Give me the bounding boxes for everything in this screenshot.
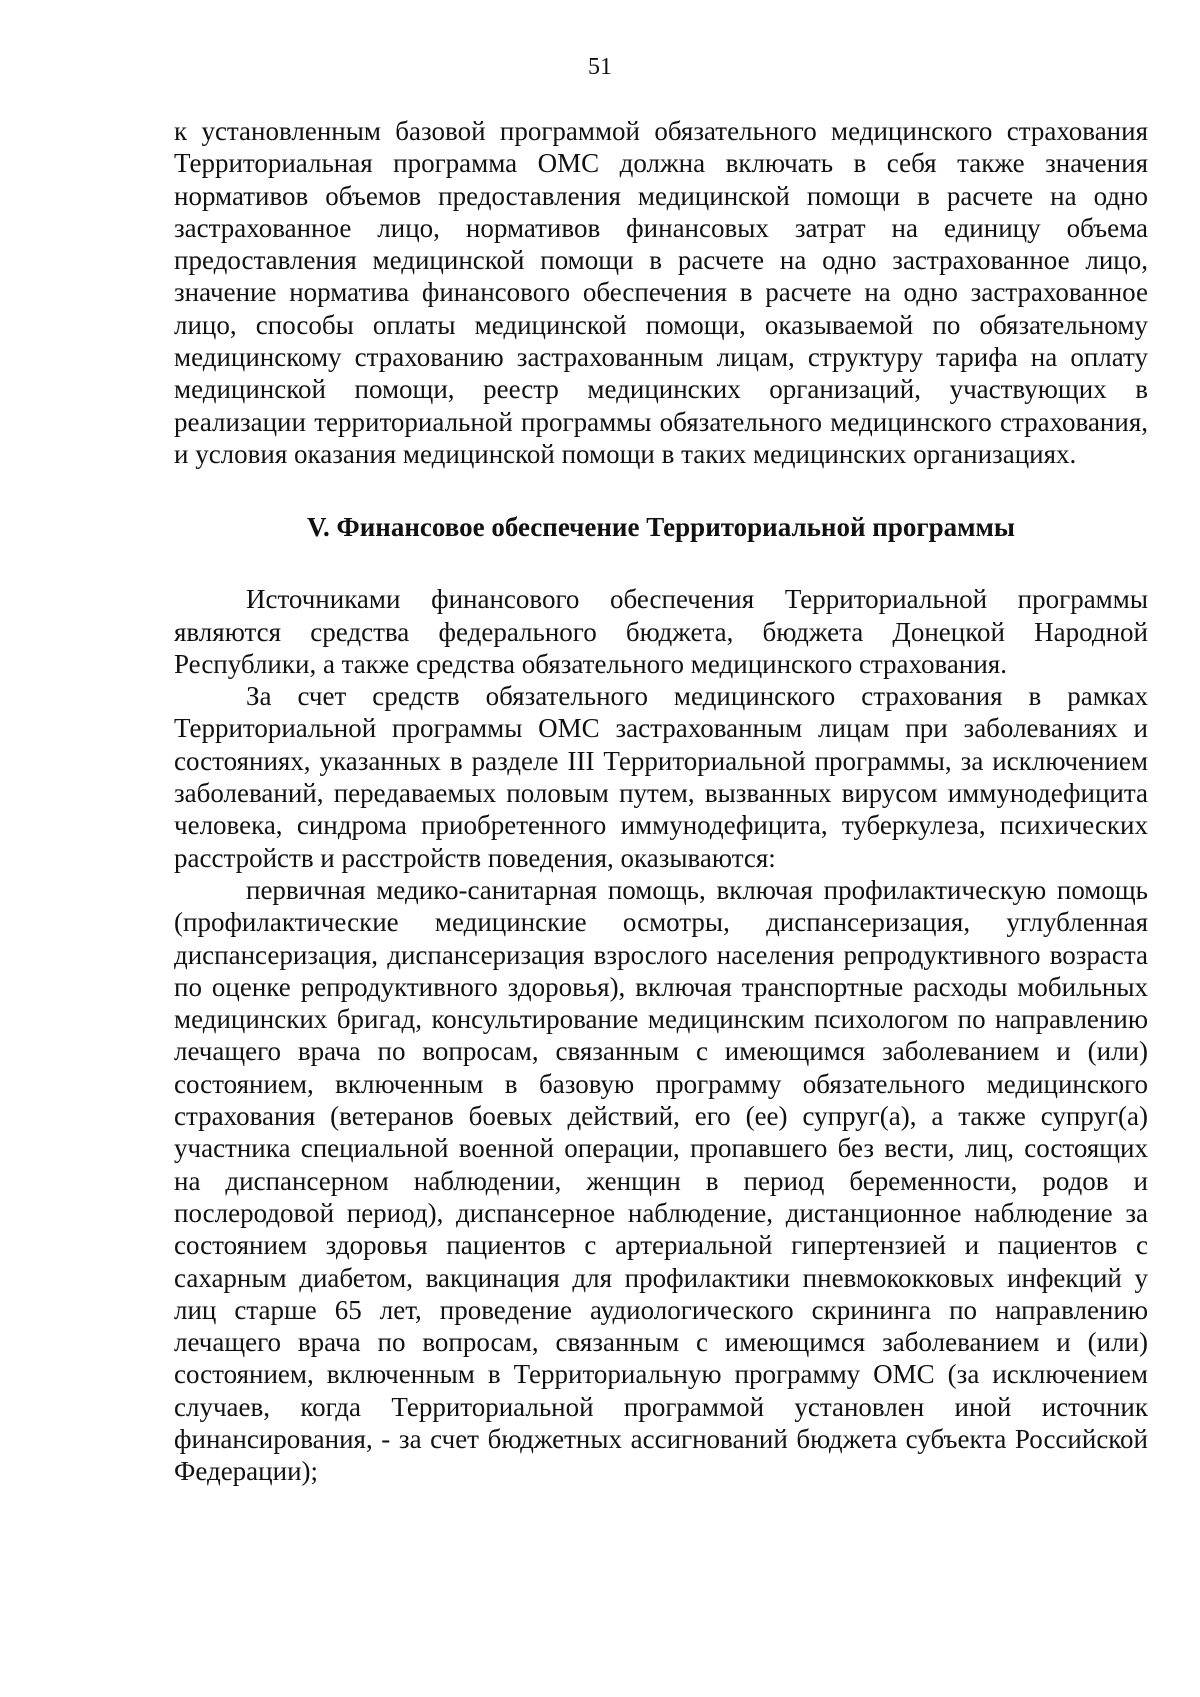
paragraph-sources: Источниками финансового обеспечения Территориальной программы являются средства федерального бюджета, бюджета Донецкой Народной Республики, а также средства обязательного медицинского страхования.: [174, 584, 1148, 679]
paragraph-oms-scope: За счет средств обязательного медицинского страхования в рамках Территориальной программы ОМС застрахованным лицам при заболеваниях и состояниях, указанных в разделе III Территориальной программы, за исключением заболеваний, передаваемых половым путем, вызванных вирусом иммунодефицита человека, синдрома приобретенного иммунодефицита, туберкулеза, психических расстройств и расстройств поведения, оказываются:: [174, 681, 1148, 873]
document-body: [174, 115, 1148, 1488]
paragraph-intro: к установленным базовой программой обязательного медицинского страхования Территориальная программа ОМС должна включать в себя также значения нормативов объемов предоставления медицинской помощи в расчете на одно застрахованное лицо, нормативов финансовых затрат на единицу объема предоставления медицинской помощи в расчете на одно застрахованное лицо, значение норматива финансового обеспечения в расчете на одно застрахованное лицо, способы оплаты медицинской помощи, оказываемой по обязательному медицинскому страхованию застрахованным лицам, структуру тарифа на оплату медицинской помощи, реестр медицинских организаций, участвующих в реализации территориальной программы обязательного медицинского страхования, и условия оказания медицинской помощи в таких медицинских организациях.: [174, 116, 1148, 469]
section-heading: V. Финансовое обеспечение Территориальной программы: [307, 512, 1015, 543]
paragraph-primary-care: первичная медико-санитарная помощь, включая профилактическую помощь (профилактические медицинские осмотры, диспансеризация, углубленная диспансеризация, диспансеризация взрослого населения репродуктивного возраста по оценке репродуктивного здоровья), включая транспортные расходы мобильных медицинских бригад, консультирование медицинским психологом по направлению лечащего врача по вопросам, связанным с имеющимся заболеванием и (или) состоянием, включенным в базовую программу обязательного медицинского страхования (ветеранов боевых действий, его (ее) супруг(а), а также супруг(а) участника специальной военной операции, пропавшего без вести, лиц, состоящих на диспансерном наблюдении, женщин в период беременности, родов и послеродовой период), диспансерное наблюдение, дистанционное наблюдение за состоянием здоровья пациентов с артериальной гипертензией и пациентов с сахарным диабетом, вакцинация для профилактики пневмококковых инфекций у лиц старше 65 лет, проведение аудиологического скрининга по направлению лечащего врача по вопросам, связанным с имеющимся заболеванием и (или) состоянием, включенным в Территориальную программу ОМС (за исключением случаев, когда Территориальной программой установлен иной источник финансирования, - за счет бюджетных ассигнований бюджета субъекта Российской Федерации);: [174, 874, 1148, 1487]
page-number: 51: [588, 54, 612, 80]
